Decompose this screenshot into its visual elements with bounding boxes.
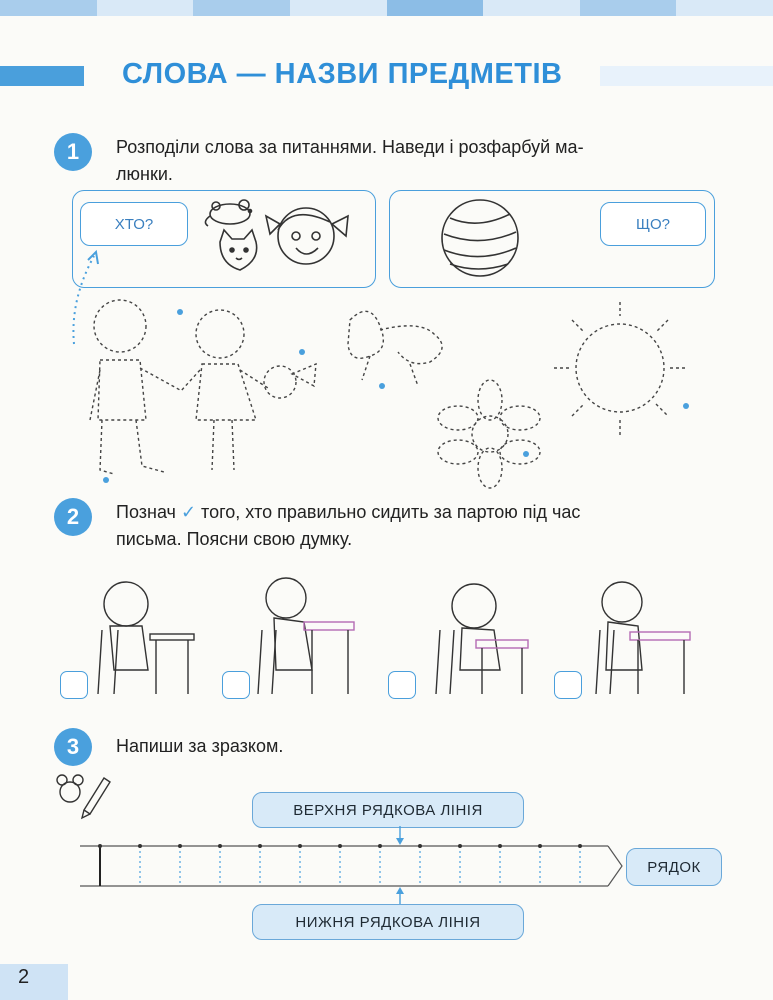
task-1-text-line1: Розподіли слова за питаннями. Наведи і розфарбуй ма- xyxy=(116,137,584,157)
sun-trace-drawing xyxy=(554,302,686,436)
who-label: ХТО? xyxy=(80,202,188,246)
task-3-number: 3 xyxy=(54,728,92,766)
checkbox-2[interactable] xyxy=(222,671,250,699)
title-accent-bar xyxy=(0,66,84,86)
child-4-drawing xyxy=(596,582,690,694)
cat-drawing xyxy=(220,230,257,270)
task-1-text-line2: люнки. xyxy=(116,164,173,184)
writing-line-diagram xyxy=(78,826,626,904)
page-number-box xyxy=(0,964,68,1000)
top-decor-strip xyxy=(0,0,773,16)
trace-drawings xyxy=(80,290,720,490)
task-1-number: 1 xyxy=(54,133,92,171)
dog-trace-drawing xyxy=(348,311,442,386)
child-2-drawing xyxy=(258,578,354,694)
mouse-pencil-icon xyxy=(54,770,114,822)
task-2-text-line2: письма. Поясни свою думку. xyxy=(116,529,353,549)
row-label: РЯДОК xyxy=(626,848,722,886)
flower-trace-drawing xyxy=(438,380,540,488)
task-3-text: Напиши за зразком. xyxy=(116,736,284,756)
task-2-text-before: Познач xyxy=(116,502,176,522)
child-3-drawing xyxy=(436,584,528,694)
lower-line-label: НИЖНЯ РЯДКОВА ЛІНІЯ xyxy=(252,904,524,940)
boy-trace-drawing xyxy=(90,300,180,474)
checkbox-4[interactable] xyxy=(554,671,582,699)
task-1-text xyxy=(116,134,726,188)
mouse-drawing xyxy=(205,200,251,226)
checkbox-3[interactable] xyxy=(388,671,416,699)
what-label: ЩО? xyxy=(600,202,706,246)
upper-line-label: ВЕРХНЯ РЯДКОВА ЛІНІЯ xyxy=(252,792,524,828)
check-icon: ✓ xyxy=(180,502,197,522)
girl-trace-drawing xyxy=(180,310,316,470)
task-2-text-line1 xyxy=(116,499,736,526)
title-right-bar xyxy=(600,66,773,86)
task-2-number: 2 xyxy=(54,498,92,536)
page-number: 2 xyxy=(18,966,30,988)
task-2-text-after: того, хто правильно сидить за партою під час xyxy=(196,502,581,522)
checkbox-1[interactable] xyxy=(60,671,88,699)
child-1-drawing xyxy=(98,582,194,694)
who-box-drawings xyxy=(200,194,370,286)
task-2-text xyxy=(116,499,736,553)
girl-face-drawing xyxy=(266,208,348,264)
ball-drawing xyxy=(438,194,528,284)
page-title: СЛОВА — НАЗВИ ПРЕДМЕТІВ xyxy=(122,58,563,90)
